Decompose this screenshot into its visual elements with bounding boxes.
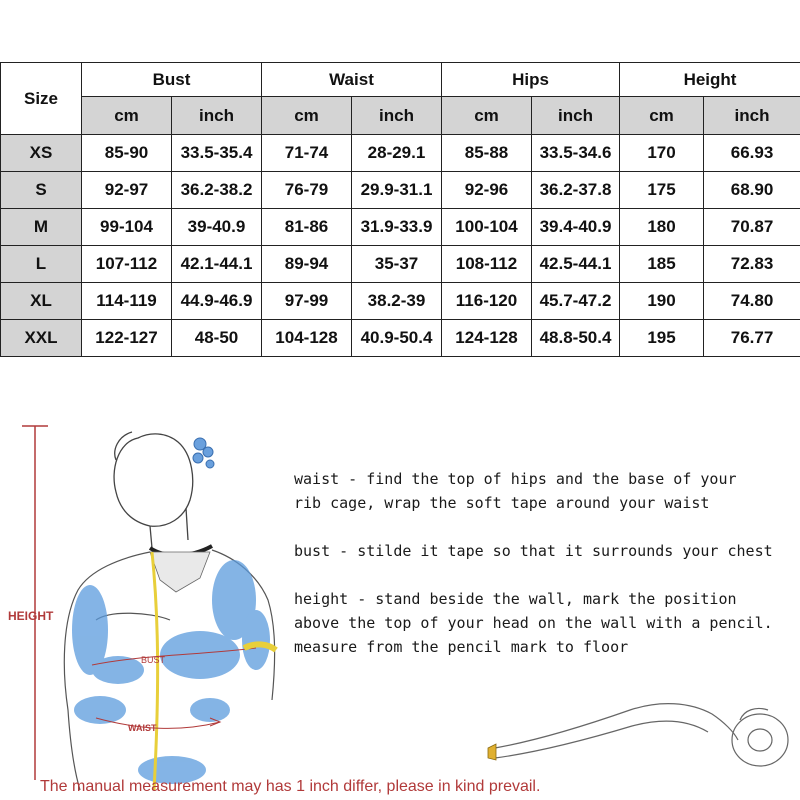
size-cell: S	[1, 172, 82, 209]
table-cell: 99-104	[82, 209, 172, 246]
table-row	[1, 320, 800, 357]
waist-instruction-line: waist - find the top of hips and the base of your	[294, 470, 737, 488]
table-cell: 108-112	[442, 246, 532, 283]
height-group-header: Height	[620, 63, 800, 97]
table-cell: 39.4-40.9	[532, 209, 620, 246]
table-cell: 185	[620, 246, 704, 283]
table-cell: 100-104	[442, 209, 532, 246]
table-cell: 89-94	[262, 246, 352, 283]
table-cell: 68.90	[704, 172, 800, 209]
table-cell: 107-112	[82, 246, 172, 283]
table-cell: 124-128	[442, 320, 532, 357]
table-cell: 175	[620, 172, 704, 209]
table-cell: 76-79	[262, 172, 352, 209]
table-cell: 48.8-50.4	[532, 320, 620, 357]
table-cell: 116-120	[442, 283, 532, 320]
unit-header: inch	[352, 97, 442, 135]
table-cell: 114-119	[82, 283, 172, 320]
table-cell: 104-128	[262, 320, 352, 357]
size-cell: XL	[1, 283, 82, 320]
table-cell: 92-96	[442, 172, 532, 209]
table-cell: 81-86	[262, 209, 352, 246]
waist-label: WAIST	[128, 723, 157, 733]
measurement-disclaimer: The manual measurement may has 1 inch differ, please in kind prevail.	[40, 778, 541, 795]
table-cell: 195	[620, 320, 704, 357]
table-row	[1, 209, 800, 246]
table-cell: 85-88	[442, 135, 532, 172]
height-instructions	[294, 587, 773, 659]
zip-line	[152, 552, 158, 790]
woman-head	[114, 432, 193, 548]
table-cell: 76.77	[704, 320, 800, 357]
height-label: HEIGHT	[8, 609, 54, 623]
height-dimension-line	[22, 426, 48, 780]
height-instruction-line: measure from the pencil mark to floor	[294, 638, 629, 656]
table-cell: 42.1-44.1	[172, 246, 262, 283]
bust-instruction-line: bust - stilde it tape so that it surrounds your chest	[294, 542, 773, 560]
table-cell: 74.80	[704, 283, 800, 320]
hair-clip	[193, 438, 214, 468]
height-instruction-line: height - stand beside the wall, mark the position	[294, 590, 737, 608]
table-group-header-row	[1, 63, 800, 97]
table-row	[1, 135, 800, 172]
table-cell: 38.2-39	[352, 283, 442, 320]
table-cell: 170	[620, 135, 704, 172]
table-cell: 122-127	[82, 320, 172, 357]
size-column-header: Size	[1, 63, 82, 135]
table-cell: 92-97	[82, 172, 172, 209]
table-cell: 36.2-38.2	[172, 172, 262, 209]
shapewear-shading	[72, 560, 270, 784]
size-cell: XXL	[1, 320, 82, 357]
tape-measure-icon	[495, 704, 788, 766]
size-cell: XS	[1, 135, 82, 172]
table-row	[1, 283, 800, 320]
waist-instructions	[294, 467, 737, 515]
table-cell: 29.9-31.1	[352, 172, 442, 209]
waist-group-header: Waist	[262, 63, 442, 97]
unit-header: inch	[172, 97, 262, 135]
size-chart-table	[0, 62, 800, 357]
table-cell: 44.9-46.9	[172, 283, 262, 320]
size-cell: L	[1, 246, 82, 283]
unit-header: cm	[82, 97, 172, 135]
unit-header: inch	[532, 97, 620, 135]
table-cell: 72.83	[704, 246, 800, 283]
table-cell: 42.5-44.1	[532, 246, 620, 283]
table-cell: 45.7-47.2	[532, 283, 620, 320]
hips-group-header: Hips	[442, 63, 620, 97]
table-cell: 31.9-33.9	[352, 209, 442, 246]
unit-header: inch	[704, 97, 800, 135]
mesh-neckline	[150, 552, 210, 592]
table-cell: 39-40.9	[172, 209, 262, 246]
table-cell: 180	[620, 209, 704, 246]
table-cell: 33.5-34.6	[532, 135, 620, 172]
height-instruction-line: above the top of your head on the wall with a pencil.	[294, 614, 773, 632]
bust-instructions	[294, 539, 773, 563]
table-cell: 36.2-37.8	[532, 172, 620, 209]
table-cell: 33.5-35.4	[172, 135, 262, 172]
table-cell: 40.9-50.4	[352, 320, 442, 357]
unit-header: cm	[262, 97, 352, 135]
table-cell: 85-90	[82, 135, 172, 172]
unit-header: cm	[442, 97, 532, 135]
table-cell: 97-99	[262, 283, 352, 320]
unit-header: cm	[620, 97, 704, 135]
waist-instruction-line: rib cage, wrap the soft tape around your waist	[294, 494, 710, 512]
tape-tip	[488, 744, 496, 760]
table-cell: 48-50	[172, 320, 262, 357]
table-cell: 66.93	[704, 135, 800, 172]
bust-group-header: Bust	[82, 63, 262, 97]
table-cell: 71-74	[262, 135, 352, 172]
bust-label: BUST	[141, 655, 166, 665]
table-row	[1, 246, 800, 283]
table-cell: 70.87	[704, 209, 800, 246]
table-cell: 28-29.1	[352, 135, 442, 172]
table-cell: 190	[620, 283, 704, 320]
size-cell: M	[1, 209, 82, 246]
table-cell: 35-37	[352, 246, 442, 283]
table-row	[1, 172, 800, 209]
table-unit-header-row	[1, 97, 800, 135]
